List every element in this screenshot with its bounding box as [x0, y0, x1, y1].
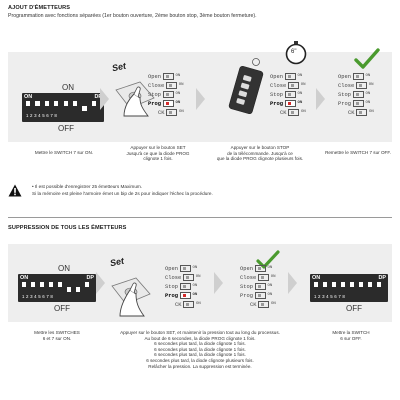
- dip-slot-8: [377, 282, 381, 292]
- led-on-text: ON: [297, 74, 303, 78]
- dip-on-text: ON: [312, 275, 321, 281]
- dip-slot-3: [332, 282, 336, 292]
- prog-row-ck: [165, 300, 201, 309]
- prog-row-open: [270, 72, 306, 81]
- dip-switch: [22, 93, 104, 122]
- dip-slot-6: [359, 282, 363, 292]
- dip-slot-1: [22, 282, 26, 292]
- prog-list-2: [270, 72, 306, 117]
- s2-step1-caption: Mettre les SWITCHES 6 et 7 sur ON.: [34, 330, 80, 341]
- prog-ck-label: CK: [348, 109, 355, 116]
- prog-row-prog: [148, 99, 184, 108]
- prog-row-stop: [148, 90, 184, 99]
- led-stop: [163, 91, 174, 98]
- prog-row-stop: [165, 282, 201, 291]
- led-close: [288, 82, 299, 89]
- warning-line-1: • Il est possible d'enregistrer 25 émetteurs Maximum.: [32, 184, 143, 189]
- step3-caption: Appuyer sur le bouton STOP de la télécommande. Jusqu'à ce que la diode PROG clignote plusieurs fois.: [216, 145, 304, 162]
- dip-switch: [310, 274, 388, 302]
- warning-line-2: Si la mémoire est pleine l'armoire émet un bip de 2s pour indiquer l'échec la procédure.: [32, 190, 213, 196]
- dip-slot-1: [314, 282, 318, 292]
- prog-stop-label: Stop: [148, 91, 161, 98]
- set-button-illustration: [106, 264, 162, 320]
- led-on-text: ON: [195, 275, 201, 279]
- prog-ck-label: CK: [250, 301, 257, 308]
- led-prog: [255, 292, 266, 299]
- dip-slot-7: [82, 101, 86, 111]
- section-divider: [8, 217, 392, 218]
- prog-row-prog: [240, 291, 276, 300]
- dip-switch: [18, 274, 96, 302]
- led-close: [356, 82, 367, 89]
- dip-label-off: OFF: [58, 124, 74, 133]
- dip-slot-4: [49, 282, 53, 292]
- timer-label: 6": [291, 49, 297, 55]
- prog-ck-label: CK: [280, 109, 287, 116]
- dip-slot-7: [76, 282, 80, 292]
- dip-dp-text: DP: [86, 275, 94, 281]
- led-stop: [353, 91, 364, 98]
- prog-row-ck: [240, 300, 276, 309]
- prog-ck-label: CK: [158, 109, 165, 116]
- prog-row-stop: [270, 90, 306, 99]
- prog-row-prog: [165, 291, 201, 300]
- dip-slots: [314, 282, 386, 292]
- led-on-text: ON: [178, 83, 184, 87]
- s2-prog-list-1: [165, 264, 201, 309]
- led-ck: [356, 109, 367, 116]
- led-ck: [288, 109, 299, 116]
- prog-ck-label: CK: [175, 301, 182, 308]
- dip-slot-1: [26, 101, 30, 111]
- prog-prog-label: Prog: [165, 292, 178, 299]
- dip-slot-3: [40, 282, 44, 292]
- dip-slot-3: [45, 101, 49, 111]
- prog-open-label: Open: [338, 73, 351, 80]
- led-on-text: ON: [195, 302, 201, 306]
- dip-slot-6: [73, 101, 77, 111]
- led-prog-blinking-icon: [180, 292, 191, 299]
- prog-row-open: [338, 72, 374, 81]
- prog-row-ck: [338, 108, 374, 117]
- led-open: [180, 265, 191, 272]
- step1-caption: Mettre le SWITCH 7 sur ON.: [34, 150, 94, 155]
- prog-row-ck: [148, 108, 184, 117]
- arrow-right-icon: [288, 272, 297, 294]
- dip-label-off: OFF: [346, 304, 362, 313]
- led-on-text: ON: [267, 266, 273, 270]
- dip-slots: [22, 282, 94, 292]
- dip-label-on: ON: [62, 83, 74, 92]
- dip-slot-7: [368, 282, 372, 292]
- prog-close-label: Close: [270, 82, 287, 89]
- led-on-text: ON: [175, 92, 181, 96]
- led-ck: [166, 109, 177, 116]
- warning-text: [32, 184, 213, 197]
- prog-open-label: Open: [165, 265, 178, 272]
- led-open: [285, 73, 296, 80]
- arrow-right-icon: [214, 272, 223, 294]
- dip-numbers: 1 2 3 4 5 6 7 8: [26, 113, 58, 118]
- prog-prog-label: Prog: [240, 292, 253, 299]
- arrow-right-icon: [96, 272, 105, 294]
- led-prog-blinking-icon: [285, 100, 296, 107]
- led-ck: [258, 301, 269, 308]
- section1-title: AJOUT D'ÉMETTEURS: [8, 5, 71, 11]
- prog-close-label: Close: [338, 82, 355, 89]
- prog-row-prog: [338, 99, 374, 108]
- led-open: [163, 73, 174, 80]
- s2-step2-caption: Appuyer sur le bouton SET, et maintenir la pression tout au long du processus. Au bout de 6 secondes, la diode PROG clignote 1 fois. 6 secondes plus tard, la diode clignote 1 fois. 6 secondes plus tard, la diode clignote 1 fois. 6 secondes plus tard, la diode clignote 1 fois. 6 secondes plus tard, la diode clignote plusieurs fois. Relâcher la pression. La suppression est terminée.: [120, 330, 280, 369]
- warning-icon: [8, 184, 22, 197]
- dip-on-text: ON: [20, 275, 29, 281]
- prog-close-label: Close: [148, 82, 165, 89]
- led-ck: [183, 301, 194, 308]
- dip-slot-4: [341, 282, 345, 292]
- dip-slot-6: [67, 282, 71, 292]
- led-stop: [180, 283, 191, 290]
- prog-open-label: Open: [148, 73, 161, 80]
- dip-slot-2: [31, 282, 35, 292]
- prog-prog-label: Prog: [338, 100, 351, 107]
- dip-slot-2: [323, 282, 327, 292]
- led-on-text: ON: [368, 110, 374, 114]
- prog-row-close: [270, 81, 306, 90]
- prog-stop-label: Stop: [165, 283, 178, 290]
- led-on-text: ON: [267, 284, 273, 288]
- prog-close-label: Close: [240, 274, 257, 281]
- prog-row-stop: [240, 282, 276, 291]
- led-close: [183, 274, 194, 281]
- led-open: [353, 73, 364, 80]
- prog-prog-label: Prog: [270, 100, 283, 107]
- prog-row-ck: [270, 108, 306, 117]
- led-stop: [285, 91, 296, 98]
- led-prog: [353, 100, 364, 107]
- prog-open-label: Open: [270, 73, 283, 80]
- dip-dp-text: DP: [378, 275, 386, 281]
- dip-label-off: OFF: [54, 304, 70, 313]
- prog-prog-label: Prog: [148, 100, 161, 107]
- dip-on-text: ON: [24, 94, 33, 100]
- dip-label-on: ON: [58, 264, 70, 273]
- prog-row-close: [240, 273, 276, 282]
- led-on-text: ON: [297, 92, 303, 96]
- dip-slots: [26, 101, 102, 111]
- led-on-text: ON: [178, 110, 184, 114]
- step4-caption: Remettre le SWITCH 7 sur OFF.: [325, 150, 391, 155]
- dip-slot-4: [54, 101, 58, 111]
- dip-slot-2: [35, 101, 39, 111]
- led-on-text: ON: [365, 92, 371, 96]
- led-on-text: ON: [192, 293, 198, 297]
- dip-slot-8: [92, 101, 96, 111]
- led-on-text: ON: [365, 74, 371, 78]
- prog-stop-label: Stop: [338, 91, 351, 98]
- s2-step4-caption: Mettre la SWITCH 6 sur OFF.: [332, 330, 370, 341]
- set-label: Set: [109, 255, 125, 269]
- led-open: [255, 265, 266, 272]
- prog-open-label: Open: [240, 265, 253, 272]
- arrow-right-icon: [316, 88, 325, 110]
- prog-row-close: [165, 273, 201, 282]
- section1-subtitle: Programmation avec fonctions séparées (1er bouton ouverture, 2ème bouton stop, 3ème bouton fermeture).: [8, 13, 257, 19]
- dip-slot-8: [85, 282, 89, 292]
- dip-slot-5: [350, 282, 354, 292]
- led-on-text: ON: [192, 284, 198, 288]
- dip-dp-text: DP: [94, 94, 102, 100]
- prog-row-stop: [338, 90, 374, 99]
- arrow-right-icon: [100, 88, 109, 110]
- prog-row-open: [165, 264, 201, 273]
- led-on-text: ON: [175, 101, 181, 105]
- led-on-text: ON: [270, 302, 276, 306]
- led-on-text: ON: [300, 83, 306, 87]
- led-on-text: ON: [192, 266, 198, 270]
- dip-numbers: 1 2 3 4 5 6 7 8: [314, 294, 346, 299]
- prog-row-close: [148, 81, 184, 90]
- led-on-text: ON: [365, 101, 371, 105]
- prog-row-close: [338, 81, 374, 90]
- set-label: Set: [111, 60, 127, 74]
- prog-row-prog: [270, 99, 306, 108]
- dip-numbers: 1 2 3 4 5 6 7 8: [22, 294, 54, 299]
- remote-control-icon: [212, 54, 266, 120]
- led-close: [166, 82, 177, 89]
- led-on-text: ON: [368, 83, 374, 87]
- dip-slot-5: [64, 101, 68, 111]
- led-prog-blinking-icon: [163, 100, 174, 107]
- led-close: [258, 274, 269, 281]
- dip-slot-5: [58, 282, 62, 292]
- step2-caption: Appuyer sur le bouton SET Jusqu'à ce que la diode PROG clignote 1 fois.: [126, 145, 190, 162]
- led-on-text: ON: [270, 275, 276, 279]
- led-on-text: ON: [300, 110, 306, 114]
- section2-title: SUPPRESSION DE TOUS LES ÉMETTEURS: [8, 225, 127, 231]
- led-on-text: ON: [175, 74, 181, 78]
- prog-close-label: Close: [165, 274, 182, 281]
- prog-stop-label: Stop: [240, 283, 253, 290]
- prog-list-1: [148, 72, 184, 117]
- led-on-text: ON: [297, 101, 303, 105]
- checkmark-icon: [354, 48, 380, 70]
- prog-row-open: [148, 72, 184, 81]
- led-on-text: ON: [267, 293, 273, 297]
- prog-row-open: [240, 264, 276, 273]
- arrow-right-icon: [196, 88, 205, 110]
- prog-list-3: [338, 72, 374, 117]
- s2-prog-list-2: [240, 264, 276, 309]
- led-stop: [255, 283, 266, 290]
- prog-stop-label: Stop: [270, 91, 283, 98]
